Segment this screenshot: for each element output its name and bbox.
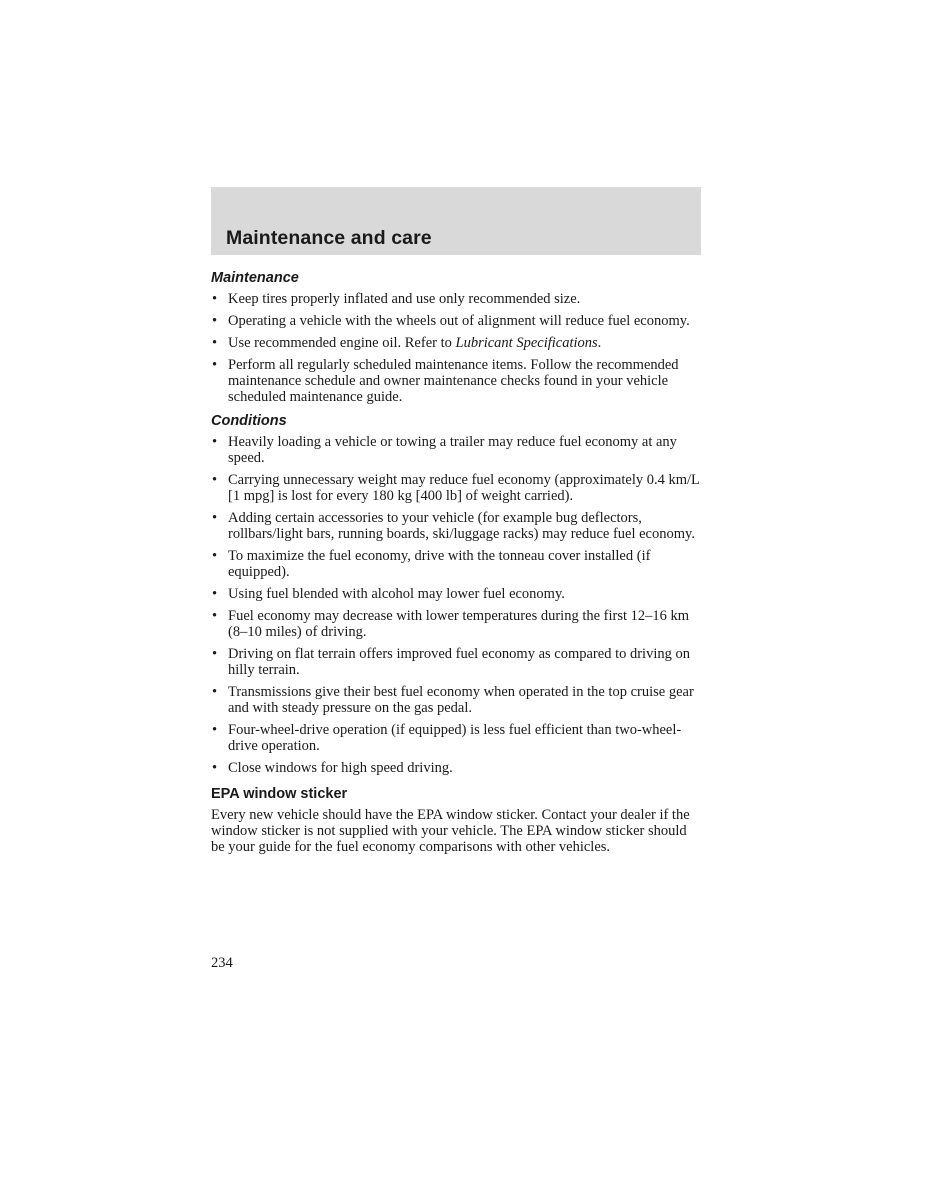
bullet-icon: • [212,646,218,662]
list-item [211,472,703,504]
list-item [211,684,703,716]
lubricant-specifications-reference: Lubricant Specifications [455,335,598,351]
list-item [211,510,703,542]
list-item-text: Adding certain accessories to your vehicle (for example bug deflectors, rollbars/light bars, running boards, ski/luggage racks) may reduce fuel economy. [228,510,695,542]
list-item-text: Four-wheel-drive operation (if equipped) is less fuel efficient than two-wheel-drive operation. [228,722,682,754]
bullet-icon: • [212,291,218,307]
chapter-title: Maintenance and care [226,227,432,249]
bullet-icon: • [212,684,218,700]
conditions-heading: Conditions [211,413,287,429]
list-item-text: Perform all regularly scheduled maintenance items. Follow the recommended maintenance schedule and owner maintenance checks found in your vehicle scheduled maintenance guide. [228,357,679,405]
list-item [211,548,703,580]
epa-section [211,784,703,855]
maintenance-section [211,268,703,405]
list-item [211,313,703,329]
bullet-icon: • [212,722,218,738]
list-item [211,722,703,754]
list-item-text-suffix: . [597,335,602,351]
list-item-text: Fuel economy may decrease with lower temperatures during the first 12–16 km (8–10 miles) of driving. [228,608,690,640]
list-item-text: Close windows for high speed driving. [228,760,453,776]
list-item-text: Driving on flat terrain offers improved fuel economy as compared to driving on hilly terrain. [228,646,690,678]
bullet-icon: • [212,357,218,373]
list-item-text: Transmissions give their best fuel economy when operated in the top cruise gear and with steady pressure on the gas pedal. [228,684,694,716]
list-item [211,586,703,602]
bullet-icon: • [212,586,218,602]
list-item-text: Keep tires properly inflated and use only recommended size. [228,291,581,307]
bullet-icon: • [212,548,218,564]
conditions-list [211,434,703,776]
list-item-text: Heavily loading a vehicle or towing a trailer may reduce fuel economy at any speed. [228,434,677,466]
bullet-icon: • [212,608,218,624]
list-item [211,646,703,678]
page-number: 234 [211,955,233,971]
list-item [211,291,703,307]
list-item [211,335,703,351]
bullet-icon: • [212,313,218,329]
bullet-icon: • [212,760,218,776]
maintenance-list [211,291,703,405]
list-item-text-prefix: Use recommended engine oil. Refer to [228,335,456,351]
list-item [211,357,703,405]
list-item-text: Using fuel blended with alcohol may lower fuel economy. [228,586,565,602]
epa-body-text: Every new vehicle should have the EPA window sticker. Contact your dealer if the window sticker is not supplied with your vehicle. The EPA window sticker should be your guide for the fuel economy comparisons with other vehicles. [211,807,690,855]
list-item-text: To maximize the fuel economy, drive with the tonneau cover installed (if equipped). [228,548,651,580]
list-item-text: Operating a vehicle with the wheels out of alignment will reduce fuel economy. [228,313,690,329]
list-item [211,760,703,776]
page-content [211,268,703,855]
maintenance-heading: Maintenance [211,270,299,286]
bullet-icon: • [212,510,218,526]
list-item [211,434,703,466]
bullet-icon: • [212,472,218,488]
epa-heading: EPA window sticker [211,786,348,802]
conditions-section [211,411,703,776]
chapter-header-bar [211,187,701,255]
list-item-text: Carrying unnecessary weight may reduce fuel economy (approximately 0.4 km/L [1 mpg] is lost for every 180 kg [400 lb] of weight carried). [228,472,700,504]
bullet-icon: • [212,335,218,351]
bullet-icon: • [212,434,218,450]
list-item [211,608,703,640]
